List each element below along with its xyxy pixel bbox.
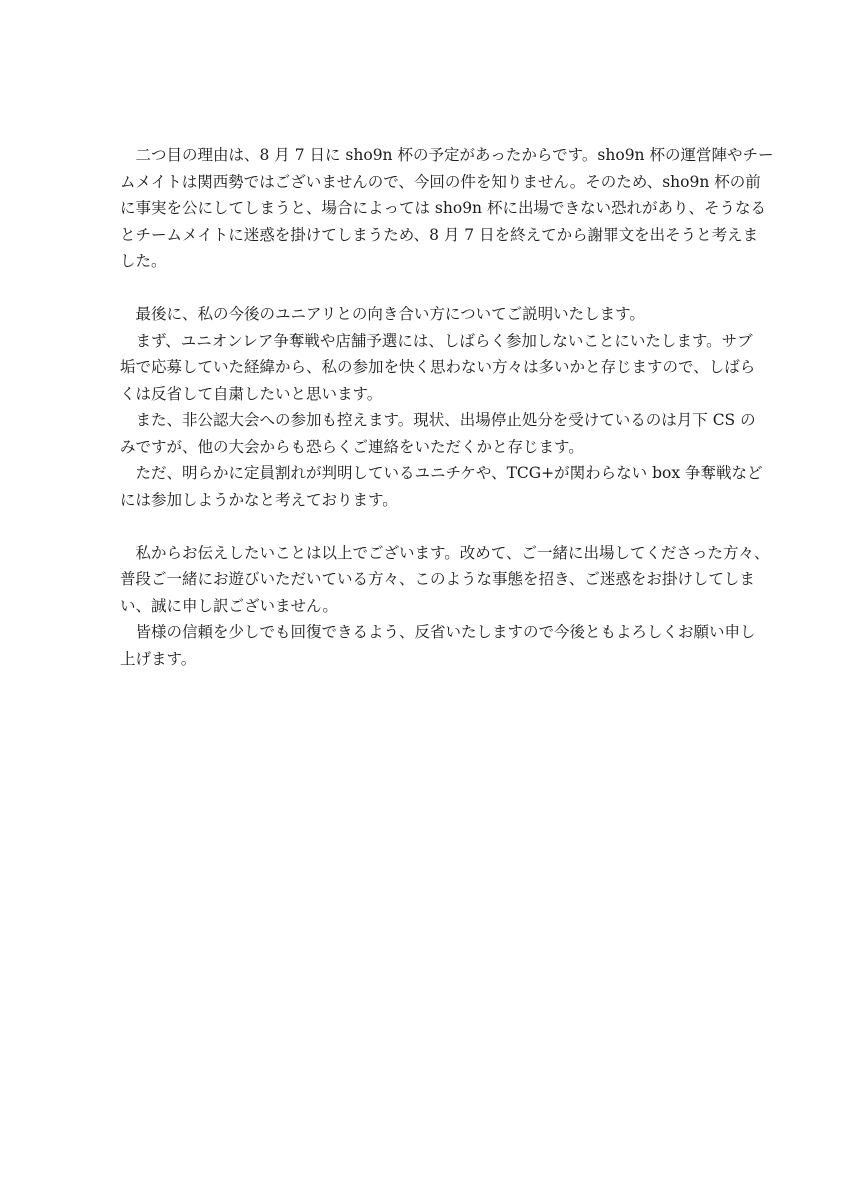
paragraph-unofficial-events bbox=[120, 407, 756, 460]
paragraph-apology bbox=[120, 540, 770, 620]
paragraph-gap bbox=[120, 275, 732, 302]
text-line: 上げます。 bbox=[120, 649, 197, 668]
text-line: 私からお伝えしたいことは以上でございます。改めて、ご一緒に出場してくださった方々、 bbox=[120, 543, 770, 562]
text-line: くは反省して自粛したいと思います。 bbox=[120, 384, 383, 403]
text-line: ただ、明らかに定員割れが判明しているユニチケや、TCG+が関わらない box 争奪戦など bbox=[120, 464, 763, 482]
document-body bbox=[120, 142, 774, 672]
text-line: 普段ご一緒にお遊びいただいている方々、このような事態を招き、ご迷惑をお掛けしてしま bbox=[120, 570, 755, 588]
text-line: 最後に、私の今後のユニアリとの向き合い方についてご説明いたします。 bbox=[120, 305, 645, 323]
paragraph-gap bbox=[120, 513, 732, 540]
text-line: した。 bbox=[120, 252, 167, 270]
text-line: ムメイトは関西勢ではございませんので、今回の件を知りません。そのため、sho9n 杯の前 bbox=[120, 172, 761, 191]
text-line: とチームメイトに迷惑を掛けてしまうため、8 月 7 日を終えてから謝罪文を出そうと考えま bbox=[120, 225, 759, 244]
text-line: 二つ目の理由は、8 月 7 日に sho9n 杯の予定があったからです。sho9n 杯の運営陣やチー bbox=[120, 146, 774, 164]
text-line: 皆様の信頼を少しでも回復できるよう、反省いたしますので今後ともよろしくお願い申し bbox=[120, 623, 756, 641]
paragraph-reason-two bbox=[120, 142, 774, 275]
text-line: まず、ユニオンレア争奪戦や店舗予選には、しばらく参加しないことにいたします。サブ bbox=[120, 331, 753, 350]
text-line: に事実を公にしてしまうと、場合によっては sho9n 杯に出場できない恐れがあり、そうなる bbox=[120, 199, 766, 217]
paragraph-exceptions bbox=[120, 460, 763, 513]
paragraph-official-events bbox=[120, 328, 756, 408]
text-line: みですが、他の大会からも恐らくご連絡をいただくかと存じます。 bbox=[120, 437, 584, 456]
text-line: 垢で応募していた経緯から、私の参加を快く思わない方々は多いかと存じますので、しばら bbox=[120, 358, 756, 376]
paragraph-future-intro bbox=[120, 301, 732, 328]
paragraph-closing bbox=[120, 619, 756, 672]
text-line: い、誠に申し訳ございません。 bbox=[120, 596, 338, 615]
text-line: には参加しようかなと考えております。 bbox=[120, 490, 398, 509]
text-line: また、非公認大会への参加も控えます。現状、出場停止処分を受けているのは月下 CS の bbox=[120, 411, 756, 429]
